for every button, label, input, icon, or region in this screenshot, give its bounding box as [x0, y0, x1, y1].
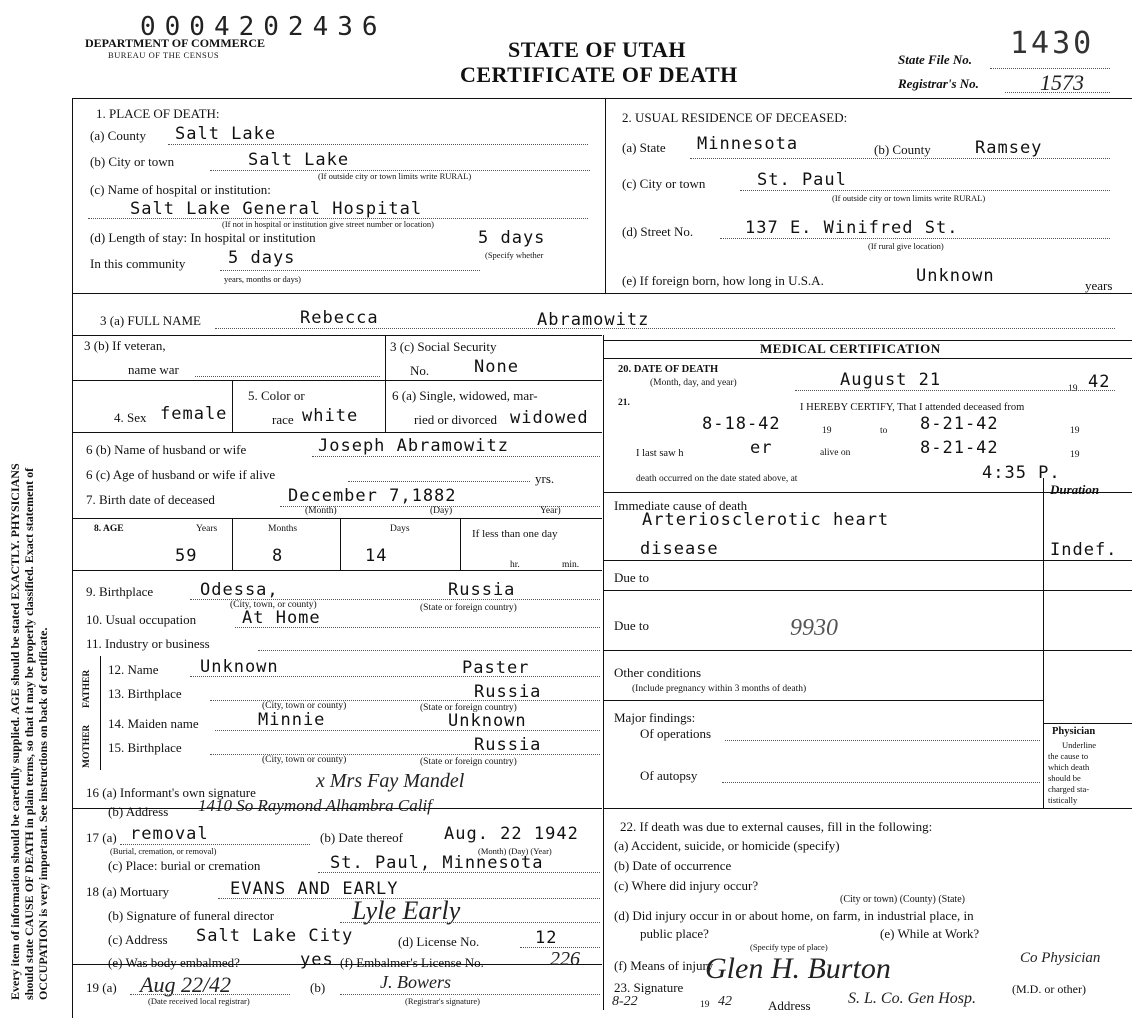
death-date-label: 20. DATE OF DEATH: [618, 364, 719, 375]
physician-note-1: Underline: [1062, 740, 1096, 750]
dept-label: DEPARTMENT OF COMMERCE: [85, 36, 266, 50]
res-years-label: years: [1085, 278, 1113, 293]
director-sig: Lyle Early: [352, 896, 461, 925]
pod-hospital-note: (If not in hospital or institution give street number or location): [222, 219, 434, 229]
alive-value: 8-21-42: [920, 438, 999, 458]
mother-birth-label: 15. Birthplace: [108, 740, 182, 755]
director-sig-label: (b) Signature of funeral director: [108, 908, 275, 923]
pod-community-label: In this community: [90, 256, 186, 271]
birth-year-note: Year): [540, 506, 561, 516]
birth-month-note: (Month): [305, 506, 337, 516]
physician-note-3: which death: [1048, 762, 1090, 772]
pod-city-label: (b) City or town: [90, 154, 175, 169]
pod-stay-label: (d) Length of stay: In hospital or institution: [90, 230, 316, 245]
operations-label: Of operations: [640, 726, 712, 741]
husband-value: Joseph Abramowitz: [318, 436, 509, 456]
sig-date-year: 42: [718, 994, 732, 1009]
father-name-label: 12. Name: [108, 662, 159, 677]
duration-label: Duration: [1050, 482, 1100, 497]
external-d2: public place?: [640, 926, 709, 941]
sex-value: female: [160, 404, 228, 424]
pod-county: Salt Lake: [175, 124, 277, 144]
husband-age-label: 6 (c) Age of husband or wife if alive: [86, 467, 276, 482]
res-street: 137 E. Winifred St.: [745, 218, 959, 238]
birth-date-value: December 7,1882: [288, 486, 457, 506]
license-label: (d) License No.: [398, 934, 480, 949]
pod-stay-hospital: 5 days: [478, 228, 546, 248]
external-c: (c) Where did injury occur?: [614, 878, 759, 893]
last-saw-h: er: [750, 438, 773, 458]
ssn-value: None: [474, 357, 519, 377]
to-nineteen: 19: [1070, 426, 1080, 436]
informant-address: 1410 So Raymond Alhambra Calif: [198, 796, 432, 815]
other-conditions-note: (Include pregnancy within 3 months of death): [632, 684, 807, 694]
registrar-label: Registrar's No.: [898, 76, 979, 91]
marital-label-2: ried or divorced: [414, 412, 498, 427]
color-label: 5. Color or: [248, 388, 305, 403]
pod-stay-spec: (Specify whether: [485, 250, 544, 260]
removal-value: removal: [130, 824, 209, 844]
immediate-cause-label: Immediate cause of death: [614, 498, 748, 513]
cause-line-1: Arteriosclerotic heart: [642, 510, 890, 530]
father-city-note: (City, town or county): [262, 701, 347, 711]
age-months: 8: [272, 546, 284, 566]
physician-address: S. L. Co. Gen Hosp.: [848, 990, 977, 1007]
duration-value: Indef.: [1050, 540, 1118, 560]
autopsy-label: Of autopsy: [640, 768, 698, 783]
attended-from: 8-18-42: [702, 414, 781, 434]
external-c-note: (City or town) (County) (State): [840, 894, 965, 905]
external-d1: (d) Did injury occur in or about home, on farm, in industrial place, in: [614, 908, 974, 923]
from-nineteen: 19: [822, 426, 832, 436]
external-b: (b) Date of occurrence: [614, 858, 732, 873]
removal-note: (Burial, cremation, or removal): [110, 846, 217, 856]
mortuary-address: Salt Lake City: [196, 926, 354, 946]
burial-date-label: (b) Date thereof: [320, 830, 404, 845]
war-label: name war: [128, 362, 179, 377]
pod-city: Salt Lake: [248, 150, 350, 170]
attended-to: 8-21-42: [920, 414, 999, 434]
father-last: Paster: [462, 658, 530, 678]
death-date-note: (Month, day, and year): [650, 378, 737, 388]
mortuary-value: EVANS AND EARLY: [230, 879, 399, 899]
informant-address-label: (b) Address: [108, 804, 169, 819]
mother-country-note: (State or foreign country): [420, 757, 517, 767]
burial-date-note: (Month) (Day) (Year): [478, 846, 552, 856]
external-a: (a) Accident, suicide, or homicide (specify): [614, 838, 840, 853]
state-file-label: State File No.: [898, 52, 973, 67]
full-name-label: 3 (a) FULL NAME: [100, 313, 201, 328]
physician-sig-label: 23. Signature: [614, 980, 684, 995]
other-conditions-label: Other conditions: [614, 665, 702, 680]
registrar-num: 19 (a): [86, 980, 117, 995]
mother-first: Minnie: [258, 710, 326, 730]
scribble-mark: 9930: [790, 615, 838, 641]
res-county-label: (b) County: [874, 142, 931, 157]
last-saw-label: I last saw h: [636, 448, 684, 459]
embalmer-label: (f) Embalmer's License No.: [340, 955, 484, 970]
pod-hospital-label: (c) Name of hospital or institution:: [90, 182, 271, 197]
last-name: Abramowitz: [537, 310, 650, 330]
cause-line-2: disease: [640, 539, 719, 559]
sig-date: 8-22: [612, 994, 638, 1009]
birth-city-note: (City, town, or county): [230, 600, 317, 610]
mortuary-address-label: (c) Address: [108, 932, 168, 947]
registrar-b-label: (b): [310, 980, 326, 995]
death-date-value: August 21: [840, 370, 942, 390]
death-year-prefix: 19: [1068, 384, 1078, 394]
physician-note-5: charged sta-: [1048, 784, 1090, 794]
birthplace-label: 9. Birthplace: [86, 584, 154, 599]
state-file-value: 1430: [1010, 26, 1095, 61]
min-label: min.: [562, 560, 580, 570]
registrar-date: Aug 22/42: [140, 972, 232, 997]
marital-label-1: 6 (a) Single, widowed, mar-: [392, 388, 538, 403]
registrar-sig-note: (Registrar's signature): [405, 996, 480, 1006]
mother-side-label: MOTHER: [82, 724, 92, 768]
husband-label: 6 (b) Name of husband or wife: [86, 442, 247, 457]
stamp-number: 0004202436: [140, 12, 387, 42]
ssn-label: 3 (c) Social Security: [390, 339, 497, 354]
less-day-label: If less than one day: [472, 528, 558, 540]
external-f: (f) Means of injury: [614, 958, 714, 973]
birth-country-note: (State or foreign country): [420, 603, 517, 613]
embalmer-value: 226: [550, 948, 580, 970]
registrar-date-note: (Date received local registrar): [148, 996, 250, 1006]
external-e: (e) While at Work?: [880, 926, 980, 941]
certificate-title: CERTIFICATE OF DEATH: [460, 62, 738, 87]
due-to-label-1: Due to: [614, 570, 650, 585]
mother-maiden-label: 14. Maiden name: [108, 716, 199, 731]
license-value: 12: [535, 928, 558, 948]
death-time: 4:35 P.: [982, 463, 1061, 483]
physician-note-4: should be: [1048, 773, 1081, 783]
major-findings-label: Major findings:: [614, 710, 696, 725]
margin-line-3: OCCUPATION is very important. See instructions on back of certificate.: [36, 627, 50, 1000]
margin-line-2: should state CAUSE OF DEATH in plain terms, so that it may be properly classified. Exact statement of: [22, 467, 36, 1000]
father-first: Unknown: [200, 657, 279, 677]
years-col: Years: [196, 524, 218, 534]
occupation-value: At Home: [242, 608, 321, 628]
occurred-label: death occurred on the date stated above, at: [636, 474, 798, 484]
informant-sig: x Mrs Fay Mandel: [316, 770, 465, 792]
res-city-label: (c) City or town: [622, 176, 706, 191]
physician-note-2: the cause to: [1048, 751, 1089, 761]
age-label: 8. AGE: [94, 524, 124, 534]
age-days: 14: [365, 546, 388, 566]
registrar-value: 1573: [1040, 70, 1084, 95]
bureau-label: BUREAU OF THE CENSUS: [108, 50, 220, 60]
pod-hospital: Salt Lake General Hospital: [130, 199, 423, 219]
sex-label: 4. Sex: [114, 410, 147, 425]
ssn-no-label: No.: [410, 363, 430, 378]
first-name: Rebecca: [300, 308, 379, 328]
alive-label: alive on: [820, 448, 851, 458]
pod-community-note: years, months or days): [224, 274, 301, 284]
res-city: St. Paul: [757, 170, 847, 190]
mother-last: Unknown: [448, 711, 527, 731]
burial-date: Aug. 22 1942: [444, 824, 579, 844]
margin-line-1: Every item of information should be carefully supplied. AGE should be stated EXACTLY. PHYSICIANS: [8, 463, 22, 1000]
physician-sig: Glen H. Burton: [705, 952, 891, 985]
father-country-note: (State or foreign country): [420, 703, 517, 713]
birth-country: Russia: [448, 580, 516, 600]
external-heading: 22. If death was due to external causes, fill in the following:: [620, 819, 933, 834]
industry-label: 11. Industry or business: [86, 636, 210, 651]
burial-place-label: (c) Place: burial or cremation: [108, 858, 261, 873]
res-street-note: (If rural give location): [868, 241, 944, 251]
death-year: 42: [1088, 372, 1111, 392]
pod-county-label: (a) County: [90, 128, 146, 143]
yrs-label: yrs.: [535, 471, 555, 486]
residence-heading: 2. USUAL RESIDENCE OF DECEASED:: [622, 110, 848, 125]
medical-heading: MEDICAL CERTIFICATION: [760, 341, 941, 356]
mother-city-note: (City, town or county): [262, 755, 347, 765]
physician-note-0: Physician: [1052, 726, 1096, 737]
birth-date-label: 7. Birth date of deceased: [86, 492, 215, 507]
md-note: (M.D. or other): [1012, 982, 1086, 996]
race-label: race: [272, 412, 294, 427]
burial-place: St. Paul, Minnesota: [330, 853, 544, 873]
birth-day-note: (Day): [430, 506, 453, 516]
veteran-label: 3 (b) If veteran,: [84, 338, 166, 353]
res-foreign: Unknown: [916, 266, 995, 286]
sig-date-prefix: 19: [700, 1000, 710, 1010]
certify-num: 21.: [618, 398, 630, 408]
days-col: Days: [390, 524, 410, 534]
birth-city: Odessa,: [200, 580, 279, 600]
alive-nineteen: 19: [1070, 450, 1080, 460]
res-foreign-label: (e) If foreign born, how long in U.S.A.: [622, 273, 824, 288]
age-years: 59: [175, 546, 198, 566]
pod-city-note: (If outside city or town limits write RURAL): [318, 171, 472, 181]
res-state-label: (a) State: [622, 140, 666, 155]
marital-value: widowed: [510, 408, 589, 428]
certify-text: I HEREBY CERTIFY, That I attended deceased from: [800, 402, 1025, 413]
physician-note-6: tistically: [1048, 795, 1078, 805]
race-value: white: [302, 406, 359, 426]
removal-label: 17 (a): [86, 830, 117, 845]
place-of-death-heading: 1. PLACE OF DEATH:: [96, 106, 220, 121]
mortuary-label: 18 (a) Mortuary: [86, 884, 170, 899]
months-col: Months: [268, 524, 298, 534]
embalmed-value: yes: [300, 950, 334, 970]
res-state: Minnesota: [697, 134, 799, 154]
res-city-note: (If outside city or town limits write RURAL): [832, 193, 986, 203]
informant-sig-label: 16 (a) Informant's own signature: [86, 785, 256, 800]
registrar-sig: J. Bowers: [380, 972, 451, 992]
hr-label: hr.: [510, 560, 520, 570]
father-birth-label: 13. Birthplace: [108, 686, 182, 701]
father-birth: Russia: [474, 682, 542, 702]
res-street-label: (d) Street No.: [622, 224, 694, 239]
res-county: Ramsey: [975, 138, 1043, 158]
mother-birth: Russia: [474, 735, 542, 755]
state-title: STATE OF UTAH: [508, 37, 687, 62]
due-to-label-2: Due to: [614, 618, 650, 633]
pod-stay-community: 5 days: [228, 248, 296, 268]
to-label: to: [880, 426, 888, 436]
physician-title: Co Physician: [1020, 950, 1101, 966]
father-side-label: FATHER: [82, 669, 92, 708]
external-d-note: (Specify type of place): [750, 942, 828, 952]
physician-address-label: Address: [768, 998, 811, 1013]
embalmed-label: (e) Was body embalmed?: [108, 955, 240, 970]
occupation-label: 10. Usual occupation: [86, 612, 197, 627]
margin-instructions: [8, 463, 50, 1000]
